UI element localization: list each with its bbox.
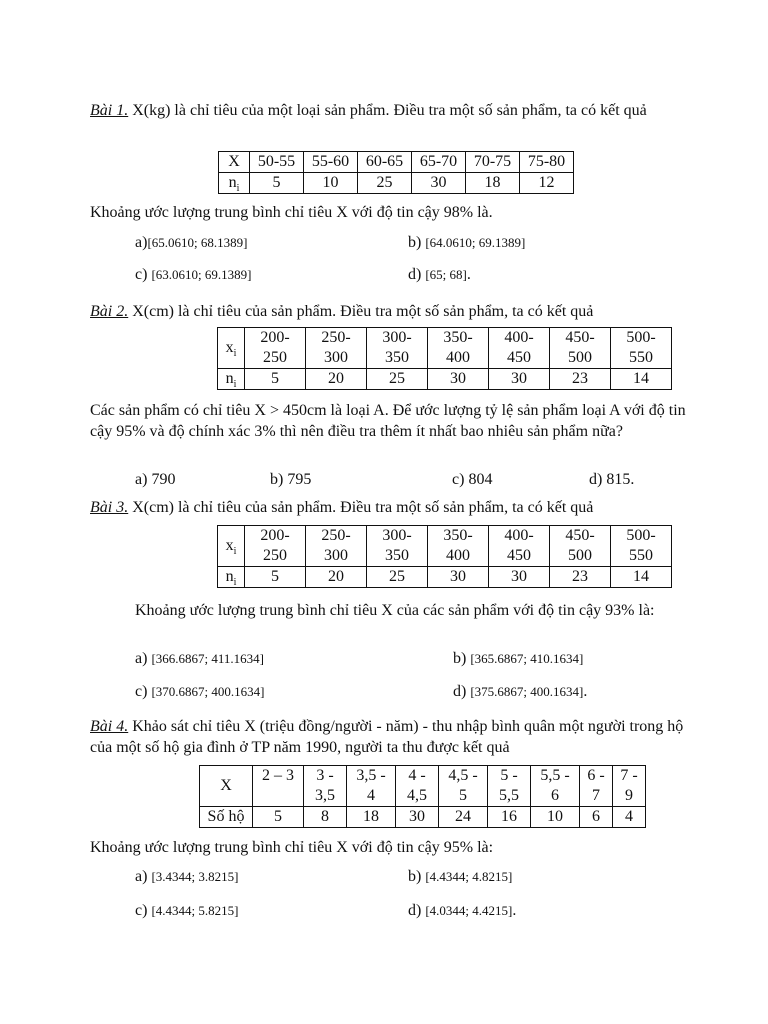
b2-label: Bài 2.: [90, 303, 129, 320]
b2-question: Các sản phẩm có chỉ tiêu X > 450cm là loại A. Để ước lượng tỷ lệ sản phẩm loại A với độ tin cậy 95% và độ chính xác 3% thì nên điều tra thêm ít nhất bao nhiêu sản phẩm nữa?: [90, 402, 686, 440]
b4-count-5: 24: [439, 807, 488, 828]
b2-count-4: 30: [428, 369, 489, 390]
b2-option-c[interactable]: c) 804: [452, 471, 493, 488]
b3-interval-5: 400- 450: [489, 526, 550, 567]
b3-question: Khoảng ước lượng trung bình chỉ tiêu X của các sản phẩm với độ tin cậy 93% là:: [135, 602, 655, 619]
b1-interval-4: 65-70: [412, 152, 466, 173]
b1-option-d[interactable]: d) [65; 68].: [408, 266, 471, 283]
b3-statement: [90, 498, 690, 518]
b2-head-n: $n_i$: [218, 369, 245, 390]
b2-count-5: 30: [489, 369, 550, 390]
b1-count-2: 10: [304, 173, 358, 194]
table-row: [219, 173, 574, 194]
b1-option-a[interactable]: a)[65.0610; 68.1389]: [135, 234, 248, 251]
b2-count-7: 14: [611, 369, 672, 390]
b1-head-n: $n_i$: [219, 173, 250, 194]
b2-interval-5: 400- 450: [489, 328, 550, 369]
b4-interval-7: 5,5 - 6: [531, 766, 580, 807]
b2-table: [217, 327, 672, 390]
table-row: [218, 369, 672, 390]
b1-option-c[interactable]: c) [63.0610; 69.1389]: [135, 266, 252, 283]
b1-interval-3: 60-65: [358, 152, 412, 173]
b2-interval-2: 250- 300: [306, 328, 367, 369]
b4-option-c[interactable]: c) [4.4344; 5.8215]: [135, 902, 239, 919]
b3-option-a[interactable]: a) [366.6867; 411.1634]: [135, 650, 264, 667]
b3-option-d[interactable]: d) [375.6867; 400.1634].: [453, 683, 588, 700]
b3-table: [217, 525, 672, 588]
table-row: [218, 328, 672, 369]
b3-count-1: 5: [245, 567, 306, 588]
b4-count-2: 8: [304, 807, 347, 828]
b1-interval-1: 50-55: [250, 152, 304, 173]
b4-count-8: 6: [580, 807, 613, 828]
b2-option-b[interactable]: b) 795: [270, 471, 312, 488]
b4-head-x: X: [200, 766, 253, 807]
b1-count-4: 30: [412, 173, 466, 194]
b4-count-3: 18: [347, 807, 396, 828]
table-row: [218, 526, 672, 567]
b2-interval-4: 350- 400: [428, 328, 489, 369]
b3-interval-1: 200- 250: [245, 526, 306, 567]
b1-table: [218, 151, 574, 194]
b1-interval-5: 70-75: [466, 152, 520, 173]
b3-interval-3: 300- 350: [367, 526, 428, 567]
b4-count-4: 30: [396, 807, 439, 828]
b1-interval-6: 75-80: [520, 152, 574, 173]
b1-count-3: 25: [358, 173, 412, 194]
b2-interval-6: 450- 500: [550, 328, 611, 369]
b2-option-d[interactable]: d) 815.: [589, 471, 635, 488]
b4-table: [199, 765, 646, 828]
b4-option-b[interactable]: b) [4.4344; 4.8215]: [408, 868, 513, 885]
b2-option-a[interactable]: a) 790: [135, 471, 176, 488]
b4-interval-5: 4,5 - 5: [439, 766, 488, 807]
b2-count-1: 5: [245, 369, 306, 390]
b2-head-x: $x_i$: [218, 328, 245, 369]
table-row: [200, 766, 646, 807]
b3-interval-6: 450- 500: [550, 526, 611, 567]
b1-option-b[interactable]: b) [64.0610; 69.1389]: [408, 234, 526, 251]
b4-count-9: 4: [613, 807, 646, 828]
b1-head-x: X: [219, 152, 250, 173]
b1-text: X(kg) là chỉ tiêu của một loại sản phẩm. Điều tra một số sản phẩm, ta có kết quả: [132, 102, 647, 119]
b3-count-2: 20: [306, 567, 367, 588]
b4-count-7: 10: [531, 807, 580, 828]
b4-interval-6: 5 - 5,5: [488, 766, 531, 807]
b4-count-6: 16: [488, 807, 531, 828]
b3-count-5: 30: [489, 567, 550, 588]
b4-interval-1: 2 – 3: [253, 766, 304, 807]
b1-count-6: 12: [520, 173, 574, 194]
b4-interval-4: 4 - 4,5: [396, 766, 439, 807]
b2-interval-7: 500- 550: [611, 328, 672, 369]
table-row: [219, 152, 574, 173]
b1-label: Bài 1.: [90, 102, 129, 119]
b3-interval-7: 500- 550: [611, 526, 672, 567]
b1-statement: [90, 101, 690, 121]
b4-interval-8: 6 - 7: [580, 766, 613, 807]
table-row: [200, 807, 646, 828]
b1-count-1: 5: [250, 173, 304, 194]
b2-count-6: 23: [550, 369, 611, 390]
b2-interval-3: 300- 350: [367, 328, 428, 369]
b3-option-b[interactable]: b) [365.6867; 410.1634]: [453, 650, 584, 667]
b2-count-3: 25: [367, 369, 428, 390]
b3-option-c[interactable]: c) [370.6867; 400.1634]: [135, 683, 265, 700]
b4-interval-9: 7 - 9: [613, 766, 646, 807]
b4-interval-3: 3,5 - 4: [347, 766, 396, 807]
b4-text: Khảo sát chỉ tiêu X (triệu đồng/người - năm) - thu nhập bình quân một người trong hộ của một số hộ gia đình ở TP năm 1990, người ta thu được kết quả: [90, 718, 684, 756]
b4-question: Khoảng ước lượng trung bình chỉ tiêu X với độ tin cậy 95% là:: [90, 839, 494, 856]
b1-interval-2: 55-60: [304, 152, 358, 173]
b4-label: Bài 4.: [90, 718, 129, 735]
b2-count-2: 20: [306, 369, 367, 390]
b1-question: Khoảng ước lượng trung bình chỉ tiêu X với độ tin cậy 98% là.: [90, 204, 493, 221]
b3-count-6: 23: [550, 567, 611, 588]
b3-text: X(cm) là chỉ tiêu của sản phẩm. Điều tra một số sản phẩm, ta có kết quả: [132, 499, 594, 516]
b3-count-3: 25: [367, 567, 428, 588]
b3-count-4: 30: [428, 567, 489, 588]
b3-label: Bài 3.: [90, 499, 129, 516]
table-row: [218, 567, 672, 588]
b2-interval-1: 200- 250: [245, 328, 306, 369]
b3-interval-4: 350- 400: [428, 526, 489, 567]
b2-text: X(cm) là chỉ tiêu của sản phẩm. Điều tra một số sản phẩm, ta có kết quả: [132, 303, 594, 320]
b3-head-n: $n_i$: [218, 567, 245, 588]
b3-head-x: $x_i$: [218, 526, 245, 567]
b3-interval-2: 250- 300: [306, 526, 367, 567]
b4-count-1: 5: [253, 807, 304, 828]
b2-statement: [90, 302, 690, 322]
b3-count-7: 14: [611, 567, 672, 588]
b4-option-d[interactable]: d) [4.0344; 4.4215].: [408, 902, 517, 919]
b1-count-5: 18: [466, 173, 520, 194]
b4-interval-2: 3 - 3,5: [304, 766, 347, 807]
b4-statement: [90, 716, 690, 758]
b4-head-n: Số hộ: [200, 807, 253, 828]
b4-option-a[interactable]: a) [3.4344; 3.8215]: [135, 868, 239, 885]
